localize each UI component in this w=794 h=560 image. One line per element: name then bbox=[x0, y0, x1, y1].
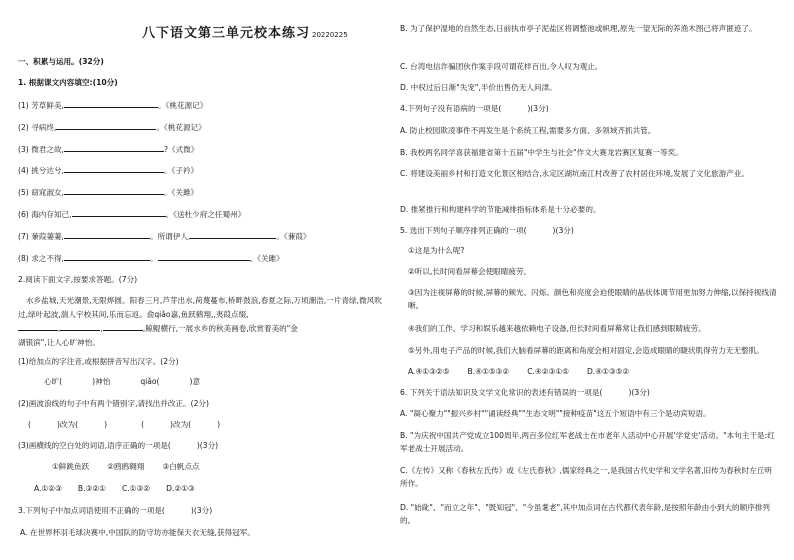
question-4-heading: 4.下列句子没有语病的一项是( )(3分) bbox=[400, 104, 549, 113]
fill-blank-2: (2) 寻病终, 。《桃花源记》 bbox=[18, 123, 206, 132]
answer-blank[interactable] bbox=[64, 252, 150, 261]
answer-blank[interactable] bbox=[56, 121, 156, 130]
question-4-option-d: D. 推紧推行和构建科学的节能减排指标体系是十分必要的。 bbox=[400, 205, 601, 214]
question-6-heading: 6. 下列关于语法知识及文学文化常识的表述有错误的一项是( )(3分) bbox=[400, 388, 650, 397]
subquestion-2-1: (1)给加点的字注音,或根据拼音写出汉字。(2分) bbox=[18, 357, 179, 366]
question-3-option-c: C. 台湾电信诈骗团伙作案手段可谓花样百出,令人叹为观止。 bbox=[400, 62, 603, 71]
question-3-option-a: A. 在世界杯羽毛球决赛中,中国队的防守坊亦能保天衣无缝,获得冠军。 bbox=[20, 528, 255, 537]
answer-blank[interactable] bbox=[64, 143, 164, 152]
page-title bbox=[142, 26, 348, 43]
reading-passage: 水乡盐城,天光潮景,无限烨圆。阳春三月,芦芽出水,荷蔑蔓布,桥畔鼓浪,春夏之际,万顷潮浩,一片青绿,微风吹过,绿叶起波,湍人宇校其间,乐而忘返。俞qiǎo嘉,鱼跃鹤翔,,夷葭点缀, bbox=[18, 296, 382, 319]
order-options: ①鲜跳鱼跃 ②鸥鸥翱翔 ③白帆点点 bbox=[52, 462, 200, 471]
pinyin-row: 心旷( )神怡 qiǎo( )意 bbox=[44, 377, 201, 386]
question-4-option-c: C. 将建设美丽乡村和打造文化景区相结合,永定区湖坑南江村改善了农村居住环境,发展了文化旅游产业。 bbox=[400, 169, 750, 178]
question-3-option-d: D. 中权过后日渐"失宠",半价出售仍无人问津。 bbox=[400, 83, 557, 92]
question-5-heading: 5. 选出下列句子顺序排列正确的一项( )(3分) bbox=[400, 226, 574, 235]
sentence-4: ④我们的工作、学习和娱乐越来越依赖电子设备,但长时间看屏幕常让我们感到眼睛疲劳。 bbox=[408, 324, 706, 333]
choice-c[interactable]: C.①③② bbox=[121, 484, 151, 493]
question-1-heading: 1. 根据课文内容填空:(10分) bbox=[18, 78, 118, 87]
answer-blank[interactable] bbox=[64, 99, 158, 108]
choice-d[interactable]: D.②①③ bbox=[166, 484, 195, 493]
section-heading: 一、积累与运用。(32分) bbox=[18, 57, 104, 66]
question-6-option-b: B. "为庆祝中国共产党成立100周年,两百多位红军老战士在市老年人活动中心开展'学党史'活动。"本句主干是:红军老战士开展活动。 bbox=[400, 431, 775, 453]
answer-blank[interactable] bbox=[158, 252, 250, 261]
choice-row bbox=[34, 483, 195, 494]
question-4-option-b: B. 我校两名同学喜获福建省第十五届"中学生与社会"作文大赛龙岩赛区复赛一等奖。 bbox=[400, 148, 683, 157]
choice-b[interactable]: B.④①⑤③② bbox=[467, 367, 510, 376]
choice-d[interactable]: D.④①③⑤② bbox=[586, 367, 630, 376]
sentence-1: ①这是为什么呢? bbox=[408, 246, 465, 255]
choice-row bbox=[408, 366, 629, 377]
fill-blank-1: (1) 芳草鲜美, 。《桃花源记》 bbox=[18, 101, 208, 110]
title-date: 20220225 bbox=[312, 31, 348, 39]
choice-a[interactable]: A.①②③ bbox=[34, 484, 62, 493]
answer-blank[interactable] bbox=[64, 230, 150, 239]
fill-blank-7: (7) 蒹葭萋萋, 。所谓伊人, 。《蒹葭》 bbox=[18, 232, 311, 241]
choice-b[interactable]: B.③②① bbox=[77, 484, 106, 493]
answer-blank[interactable] bbox=[18, 322, 58, 331]
answer-blank[interactable] bbox=[190, 230, 276, 239]
question-6-option-a: A. "凝心聚力""振兴乡村""诵读经典""生态文明""接种疫苗"这五个短语中有三个是动宾短语。 bbox=[400, 409, 711, 418]
fill-blank-3: (3) 微君之故, ?《式微》 bbox=[18, 145, 199, 154]
correction-row: ( )改为( ) ( )改为( ) bbox=[28, 420, 221, 429]
answer-blank[interactable] bbox=[64, 186, 164, 195]
reading-passage-end: 湖银滨",让人心旷神怡。 bbox=[18, 338, 100, 347]
question-3-heading: 3.下列句子中加点词语使用不正确的一项是( )(3分) bbox=[18, 506, 213, 515]
sentence-2: ②听以,长时间看屏幕会使眼睛疲劳。 bbox=[408, 267, 532, 276]
answer-blank[interactable] bbox=[103, 322, 143, 331]
subquestion-2-3: (3)画横线的空白处的词语,语序正确的一项是( )(3分) bbox=[18, 441, 219, 450]
fill-blank-5: (5) 窈窕淑女, 。《关雎》 bbox=[18, 188, 199, 197]
choice-a[interactable]: A.④①③②⑤ bbox=[408, 367, 450, 376]
choice-c[interactable]: C.④②③①⑤ bbox=[527, 367, 569, 376]
question-3-option-b: B. 为了保护湿地的自然生态,日前执市亭子泥盐区将调整池或帜理,原先一望无际的养渔木图己将声匿迹了。 bbox=[400, 24, 757, 33]
question-6-option-d: D. "始龀"、"而立之年"、"既知冠"、"今虽耄老",其中加点词在古代都代表年龄,是按照年龄由小到大的顺序排列的。 bbox=[400, 503, 770, 525]
sentence-5: ⑤另外,用电子产品的时候,我们大脑看屏幕的距离和角度会相对固定,会造成眼睛的睫状肌得劳力无无整肌。 bbox=[408, 346, 764, 355]
question-4-option-a: A. 防止校园欺凌事件不再发生是个系统工程,需要多方面、多领域齐抓共管。 bbox=[400, 126, 656, 135]
fill-blank-8: (8) 求之不得, 。 。《关雎》 bbox=[18, 254, 284, 263]
question-2-heading: 2.阅读下面文字,按要求答题。(7分) bbox=[18, 275, 138, 284]
answer-blank[interactable] bbox=[72, 208, 166, 217]
fill-blank-6: (6) 海内存知己, 。《送杜少府之任蜀州》 bbox=[18, 210, 246, 219]
reading-passage-line: , , ,鲸鲲横行,一展水乡的秋美画卷,欣赏着美的"金 bbox=[18, 322, 298, 334]
answer-blank[interactable] bbox=[60, 322, 100, 331]
question-6-option-c: C.《左传》又称《春秋左氏传》或《左氏春秋》,儒家经典之一,是我国古代史学和文学名著,旧传为春秋时左丘明所作。 bbox=[400, 466, 772, 488]
fill-blank-4: (4) 挑兮达兮, 。《子衿》 bbox=[18, 166, 199, 175]
subquestion-2-2: (2)画波浪线的句子中有两个错别字,请找出并改正。(2分) bbox=[18, 399, 209, 408]
title-text: 八下语文第三单元校本练习 bbox=[142, 26, 311, 41]
answer-blank[interactable] bbox=[64, 164, 164, 173]
sentence-3: ③因为注视屏幕的时候,屏幕的频光、闪烁、颜色和亮度会迫使眼睛的晶状体调节用更加努力伸缩,以保持视线清晰。 bbox=[408, 288, 777, 310]
